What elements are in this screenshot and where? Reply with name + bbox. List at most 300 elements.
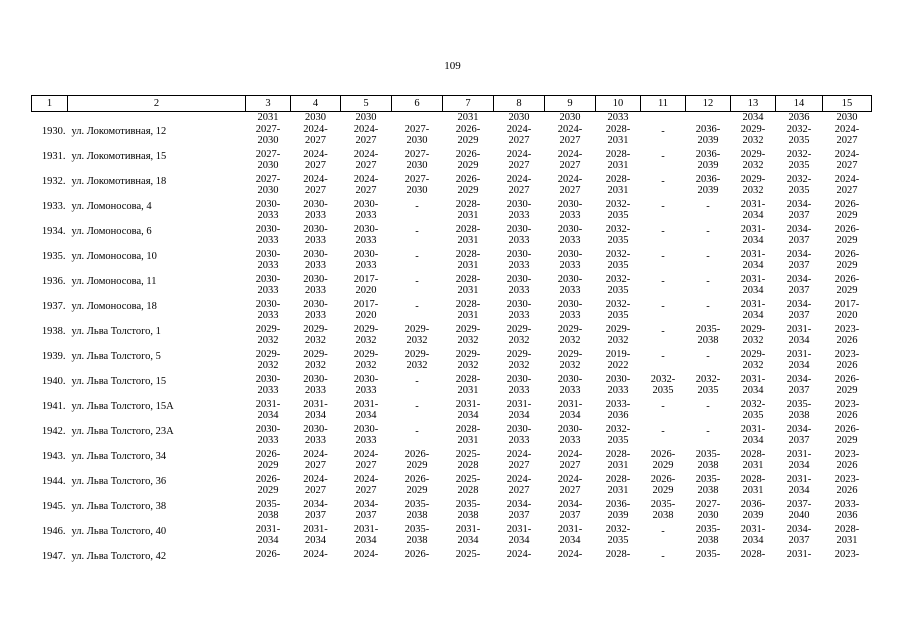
table-cell: 2030- 2033	[353, 198, 379, 221]
table-cell: 2031	[257, 112, 279, 123]
row-address: ул. Ломоносова, 11	[71, 275, 157, 287]
table-cell: 2032- 2035	[786, 148, 812, 171]
table-cell: 2030- 2033	[255, 373, 281, 396]
table-row	[32, 274, 872, 299]
table-cell: -	[661, 275, 665, 287]
table-cell: 2028- 2031	[605, 173, 631, 196]
table-cell: 2028- 2031	[455, 273, 481, 296]
table-cell: 2028- 2031	[455, 423, 481, 446]
table-cell: 2029- 2032	[303, 323, 328, 346]
table-cell: 2028- 2031	[455, 198, 481, 221]
table-cell: 2037- 2040	[786, 498, 812, 521]
table-cell: 2028- 2031	[605, 473, 631, 496]
table-cell: 2031- 2034	[786, 473, 812, 496]
table-cell: 2032- 2035	[786, 123, 812, 146]
table-cell: 2030	[355, 112, 377, 123]
row-number: 1944.	[41, 475, 66, 487]
table-cell: 2030- 2033	[255, 198, 281, 221]
table-cell: 2024- 2027	[557, 448, 583, 471]
row-number: 1945.	[41, 500, 66, 512]
table-cell: 2024- 2027	[506, 173, 532, 196]
column-header-11: 11	[641, 96, 686, 112]
table-cell: 2023- 2026	[834, 398, 860, 421]
table-cell: 2031- 2034	[353, 398, 379, 421]
table-cell: 2026-	[255, 548, 281, 560]
table-cell: 2031- 2034	[506, 523, 532, 546]
table-cell: 2023- 2026	[834, 473, 860, 496]
table-cell: 2028- 2031	[605, 123, 631, 146]
table-cell: 2024- 2027	[506, 148, 532, 171]
table-cell: 2029- 2032	[353, 323, 379, 346]
table-cell: 2027- 2030	[404, 173, 430, 196]
table-cell: 2030- 2033	[255, 273, 281, 296]
table-cell: 2024- 2027	[557, 473, 583, 496]
table-cell: 2027- 2030	[255, 148, 281, 171]
row-address: ул. Льва Толстого, 23А	[71, 425, 174, 437]
table-cell: -	[661, 150, 665, 162]
table-cell: 2034- 2037	[506, 498, 532, 521]
table-cell: 2027- 2030	[404, 148, 430, 171]
table-cell: 2024- 2027	[557, 123, 583, 146]
table-cell: 2028-	[740, 548, 766, 560]
table-cell: 2034- 2037	[303, 498, 328, 521]
row-address: ул. Локомотивная, 18	[71, 175, 167, 187]
table-cell: 2031	[457, 112, 479, 123]
table-cell: 2030- 2033	[506, 223, 532, 246]
row-number: 1938.	[41, 325, 66, 337]
table-cell: 2030- 2033	[557, 273, 583, 296]
table-cell: 2023-	[834, 548, 860, 560]
table-cell: 2026-	[404, 548, 430, 560]
table-cell: 2029- 2032	[740, 173, 766, 196]
table-cell: 2030- 2033	[506, 423, 532, 446]
table-cell: 2031- 2034	[740, 523, 766, 546]
column-header-9: 9	[545, 96, 596, 112]
table-cell: 2023- 2026	[834, 323, 860, 346]
table-cell: 2026- 2029	[404, 448, 430, 471]
row-number: 1934.	[41, 225, 66, 237]
table-cell: 2032- 2035	[605, 423, 631, 446]
table-row	[32, 399, 872, 424]
table-cell: 2035- 2038	[255, 498, 281, 521]
table-row	[32, 524, 872, 549]
row-number: 1933.	[41, 200, 66, 212]
table-cell: 2030- 2033	[303, 273, 328, 296]
table-cell: -	[415, 400, 419, 412]
column-header-6: 6	[392, 96, 443, 112]
table-cell: 2030- 2033	[557, 373, 583, 396]
table-cell: 2028-	[605, 548, 631, 560]
table-cell: 2032- 2035	[605, 248, 631, 271]
table-cell: 2026- 2029	[255, 473, 281, 496]
table-cell: 2031- 2034	[506, 398, 532, 421]
row-number: 1935.	[41, 250, 66, 262]
table-cell: 2026- 2029	[834, 248, 860, 271]
table-cell: -	[415, 275, 419, 287]
row-address: ул. Ломоносова, 18	[71, 300, 157, 312]
table-cell: 2031- 2034	[255, 523, 281, 546]
table-cell: 2030- 2033	[557, 198, 583, 221]
column-header-1: 1	[32, 96, 68, 112]
table-cell: 2029- 2032	[740, 123, 766, 146]
table-cell: 2028- 2031	[605, 448, 631, 471]
table-cell: 2028- 2031	[455, 223, 481, 246]
table-cell: 2024- 2027	[506, 473, 532, 496]
table-cell: 2032- 2035	[786, 173, 812, 196]
table-row	[32, 224, 872, 249]
table-cell: -	[661, 200, 665, 212]
row-number: 1930.	[41, 125, 66, 137]
table-cell: -	[415, 225, 419, 237]
table-cell: 2030- 2033	[353, 423, 379, 446]
table-cell: 2034- 2037	[353, 498, 379, 521]
table-row	[32, 424, 872, 449]
table-cell: 2030- 2033	[557, 223, 583, 246]
table-cell: -	[661, 550, 665, 562]
table-cell: 2036- 2039	[605, 498, 631, 521]
table-cell: -	[661, 250, 665, 262]
table-cell: -	[661, 350, 665, 362]
table-cell: 2030	[559, 112, 581, 123]
table-cell: 2030- 2033	[255, 248, 281, 271]
table-cell: 2031- 2034	[740, 223, 766, 246]
table-cell: -	[415, 425, 419, 437]
row-number: 1941.	[41, 400, 66, 412]
table-cell: 2031- 2034	[740, 248, 766, 271]
column-header-7: 7	[443, 96, 494, 112]
row-number: 1939.	[41, 350, 66, 362]
table-cell: 2030- 2033	[255, 223, 281, 246]
table-cell: 2030- 2033	[506, 298, 532, 321]
table-cell: 2019- 2022	[605, 348, 631, 371]
table-cell: 2029- 2032	[255, 323, 281, 346]
table-cell: 2034- 2037	[557, 498, 583, 521]
row-number: 1942.	[41, 425, 66, 437]
table-cell: 2030	[305, 112, 326, 123]
table-cell: 2032- 2035	[605, 198, 631, 221]
table-cell: -	[706, 200, 710, 212]
table-cell: 2028- 2031	[740, 448, 766, 471]
table-cell: 2030- 2033	[255, 298, 281, 321]
table-cell: 2029- 2032	[353, 348, 379, 371]
table-cell: 2030- 2033	[506, 198, 532, 221]
table-cell: 2034- 2037	[786, 523, 812, 546]
table-cell: -	[661, 325, 665, 337]
row-address: ул. Ломоносова, 6	[71, 225, 152, 237]
table-cell: 2031- 2034	[303, 523, 328, 546]
table-cell: 2035- 2038	[695, 523, 721, 546]
table-cell: 2031- 2034	[740, 198, 766, 221]
table-cell: 2034- 2037	[786, 198, 812, 221]
table-cell: 2030- 2033	[353, 373, 379, 396]
table-cell: 2024- 2027	[353, 123, 379, 146]
table-cell: 2031- 2034	[557, 398, 583, 421]
table-cell: 2036- 2039	[695, 173, 721, 196]
table-cell: 2034- 2037	[786, 273, 812, 296]
table-cell: 2036	[788, 112, 810, 123]
table-cell: -	[706, 300, 710, 312]
table-cell: 2029- 2032	[404, 348, 430, 371]
table-cell: 2035- 2038	[695, 323, 721, 346]
table-cell: 2024- 2027	[834, 123, 860, 146]
table-cell: 2017- 2020	[353, 273, 379, 296]
table-row	[32, 324, 872, 349]
table-cell: 2026- 2029	[834, 373, 860, 396]
table-cell: 2028- 2031	[740, 473, 766, 496]
row-number: 1936.	[41, 275, 66, 287]
table-cell: 2032- 2035	[605, 273, 631, 296]
table-cell: -	[661, 125, 665, 137]
schedule-table-wrapper	[31, 95, 871, 574]
table-row	[32, 474, 872, 499]
table-cell: 2029- 2032	[506, 323, 532, 346]
row-address: ул. Ломоносова, 4	[71, 200, 152, 212]
column-header-5: 5	[341, 96, 392, 112]
table-cell: 2030- 2033	[255, 423, 281, 446]
table-cell: 2024-	[506, 548, 532, 560]
table-cell: 2030- 2033	[605, 373, 631, 396]
table-cell: 2024- 2027	[506, 448, 532, 471]
table-cell: 2030- 2033	[303, 298, 328, 321]
table-row	[32, 549, 872, 574]
table-cell: -	[706, 275, 710, 287]
column-header-4: 4	[291, 96, 341, 112]
table-cell: 2027- 2030	[255, 173, 281, 196]
table-cell: 2031- 2034	[255, 398, 281, 421]
page-number: 109	[444, 60, 461, 72]
table-cell: 2030- 2033	[303, 373, 328, 396]
table-cell: 2034- 2037	[786, 423, 812, 446]
table-cell: 2029- 2032	[303, 348, 328, 371]
table-cell: -	[706, 350, 710, 362]
table-cell: 2023- 2026	[834, 448, 860, 471]
row-address: ул. Льва Толстого, 15	[71, 375, 167, 387]
row-address: ул. Льва Толстого, 15А	[71, 400, 174, 412]
table-cell: -	[661, 175, 665, 187]
table-cell: 2030- 2033	[506, 273, 532, 296]
table-cell: 2031- 2034	[786, 323, 812, 346]
table-cell: 2017- 2020	[834, 298, 860, 321]
table-cell: 2034	[742, 112, 764, 123]
table-cell: 2025-	[455, 548, 481, 560]
row-address: ул. Локомотивная, 15	[71, 150, 167, 162]
table-cell: 2031- 2034	[740, 373, 766, 396]
table-cell: 2024- 2027	[303, 448, 328, 471]
table-cell: 2025- 2028	[455, 448, 481, 471]
table-cell: 2026- 2029	[455, 148, 481, 171]
table-cell: 2036- 2039	[695, 123, 721, 146]
table-cell: 2025- 2028	[455, 473, 481, 496]
table-row	[32, 199, 872, 224]
table-cell	[686, 112, 731, 124]
table-cell: 2026- 2029	[834, 423, 860, 446]
table-row	[32, 249, 872, 274]
table-cell: 2030- 2033	[506, 248, 532, 271]
table-cell: 2035- 2038	[695, 448, 721, 471]
table-cell: 2031- 2034	[303, 398, 328, 421]
table-cell: 2032- 2035	[605, 298, 631, 321]
table-cell: 2026- 2029	[834, 198, 860, 221]
table-cell: 2026- 2029	[650, 448, 676, 471]
table-cell: 2030- 2033	[353, 223, 379, 246]
row-number: 1940.	[41, 375, 66, 387]
table-cell: 2031-	[786, 548, 812, 560]
table-cell: 2030- 2033	[303, 198, 328, 221]
table-cell: 2029- 2032	[557, 348, 583, 371]
table-cell: 2028- 2031	[455, 373, 481, 396]
row-address: ул. Льва Толстого, 1	[71, 325, 161, 337]
table-cell: 2027- 2030	[404, 123, 430, 146]
table-row	[32, 449, 872, 474]
table-cell: 2030- 2033	[557, 248, 583, 271]
column-header-14: 14	[776, 96, 823, 112]
table-cell: 2030- 2033	[353, 248, 379, 271]
table-cell: 2024- 2027	[353, 148, 379, 171]
table-cell: -	[661, 400, 665, 412]
table-cell: 2024- 2027	[303, 173, 328, 196]
table-cell: 2033- 2036	[834, 498, 860, 521]
column-header-15: 15	[823, 96, 872, 112]
table-cell: 2029- 2032	[740, 323, 766, 346]
table-cell: 2035- 2038	[695, 473, 721, 496]
table-cell: -	[415, 200, 419, 212]
table-row	[32, 149, 872, 174]
table-row-continuation	[32, 112, 872, 124]
table-cell: 2031- 2034	[557, 523, 583, 546]
row-address: ул. Локомотивная, 12	[71, 125, 167, 137]
table-cell: 2034- 2037	[786, 248, 812, 271]
table-cell: 2036- 2039	[740, 498, 766, 521]
table-cell: 2031- 2034	[353, 523, 379, 546]
table-row	[32, 174, 872, 199]
table-cell: 2035- 2038	[404, 523, 430, 546]
table-cell: 2026- 2029	[255, 448, 281, 471]
table-cell: 2035-	[695, 548, 721, 560]
table-cell: 2024-	[353, 548, 379, 560]
table-cell: 2031- 2034	[455, 398, 481, 421]
table-cell: 2029- 2032	[605, 323, 631, 346]
table-cell: 2029- 2032	[404, 323, 430, 346]
table-row	[32, 124, 872, 149]
table-cell: 2034- 2037	[786, 373, 812, 396]
table-cell: 2029- 2032	[740, 148, 766, 171]
row-number: 1943.	[41, 450, 66, 462]
table-cell: 2024- 2027	[834, 173, 860, 196]
table-cell: 2035- 2038	[786, 398, 812, 421]
table-cell	[641, 112, 686, 124]
table-cell: 2032- 2035	[605, 523, 631, 546]
table-cell: 2024-	[557, 548, 583, 560]
table-cell: 2024- 2027	[353, 473, 379, 496]
table-cell: 2030- 2033	[303, 223, 328, 246]
table-cell: 2030- 2033	[506, 373, 532, 396]
column-header-13: 13	[731, 96, 776, 112]
table-cell: 2031- 2034	[786, 348, 812, 371]
table-cell: 2030	[836, 112, 858, 123]
table-cell: 2031- 2034	[740, 298, 766, 321]
table-cell: 2026- 2029	[650, 473, 676, 496]
table-cell: 2026- 2029	[455, 173, 481, 196]
table-cell: 2024- 2027	[303, 148, 328, 171]
table-cell: 2029- 2032	[455, 323, 481, 346]
table-cell: 2024- 2027	[353, 448, 379, 471]
table-cell: -	[661, 225, 665, 237]
table-cell: -	[706, 250, 710, 262]
table-row	[32, 499, 872, 524]
table-cell: 2033- 2036	[605, 398, 631, 421]
table-cell: 2017- 2020	[353, 298, 379, 321]
table-cell: 2024- 2027	[557, 173, 583, 196]
table-row	[32, 299, 872, 324]
table-cell: 2031- 2034	[455, 523, 481, 546]
table-cell: 2036- 2039	[695, 148, 721, 171]
table-cell: 2024- 2027	[506, 123, 532, 146]
table-cell: 2026- 2029	[834, 223, 860, 246]
table-cell: 2028- 2031	[834, 523, 860, 546]
row-address: ул. Льва Толстого, 42	[71, 550, 167, 562]
table-cell: 2024- 2027	[557, 148, 583, 171]
row-number: 1931.	[41, 150, 66, 162]
row-address: ул. Ломоносова, 10	[71, 250, 157, 262]
table-cell: 2027- 2030	[695, 498, 721, 521]
table-cell: 2027- 2030	[255, 123, 281, 146]
table-cell: -	[706, 225, 710, 237]
table-cell: 2031- 2034	[786, 448, 812, 471]
table-cell: 2032- 2035	[605, 223, 631, 246]
table-cell: 2030- 2033	[303, 423, 328, 446]
table-cell: -	[661, 300, 665, 312]
table-cell: 2031- 2034	[740, 423, 766, 446]
table-cell: 2026- 2029	[404, 473, 430, 496]
table-cell: 2030- 2033	[303, 248, 328, 271]
header-row	[32, 96, 872, 112]
table-cell: -	[706, 400, 710, 412]
table-cell: 2030	[508, 112, 530, 123]
table-cell: 2031- 2034	[740, 273, 766, 296]
table-cell: 2030- 2033	[557, 298, 583, 321]
table-cell: 2024- 2027	[303, 123, 328, 146]
row-number: 1937.	[41, 300, 66, 312]
column-header-12: 12	[686, 96, 731, 112]
row-number: 1947.	[41, 550, 66, 562]
table-cell: 2032- 2035	[695, 373, 721, 396]
table-cell: 2035- 2038	[455, 498, 481, 521]
table-cell: 2023- 2026	[834, 348, 860, 371]
table-cell: 2024-	[303, 548, 328, 560]
column-header-10: 10	[596, 96, 641, 112]
table-cell: 2035- 2038	[404, 498, 430, 521]
table-cell: 2029- 2032	[455, 348, 481, 371]
row-number: 1946.	[41, 525, 66, 537]
table-cell	[32, 112, 68, 124]
table-cell: 2024- 2027	[303, 473, 328, 496]
table-cell: -	[415, 300, 419, 312]
table-cell	[68, 112, 246, 124]
table-cell: 2024- 2027	[353, 173, 379, 196]
table-cell: 2028- 2031	[605, 148, 631, 171]
table-cell: 2033	[607, 112, 629, 123]
table-cell: 2024- 2027	[834, 148, 860, 171]
table-cell: 2032- 2035	[740, 398, 766, 421]
table-cell: 2034- 2037	[786, 298, 812, 321]
row-address: ул. Льва Толстого, 34	[71, 450, 167, 462]
column-header-8: 8	[494, 96, 545, 112]
row-address: ул. Льва Толстого, 40	[71, 525, 167, 537]
table-cell: 2035- 2038	[650, 498, 676, 521]
table-cell	[392, 112, 443, 124]
row-address: ул. Льва Толстого, 38	[71, 500, 167, 512]
table-cell: -	[661, 525, 665, 537]
